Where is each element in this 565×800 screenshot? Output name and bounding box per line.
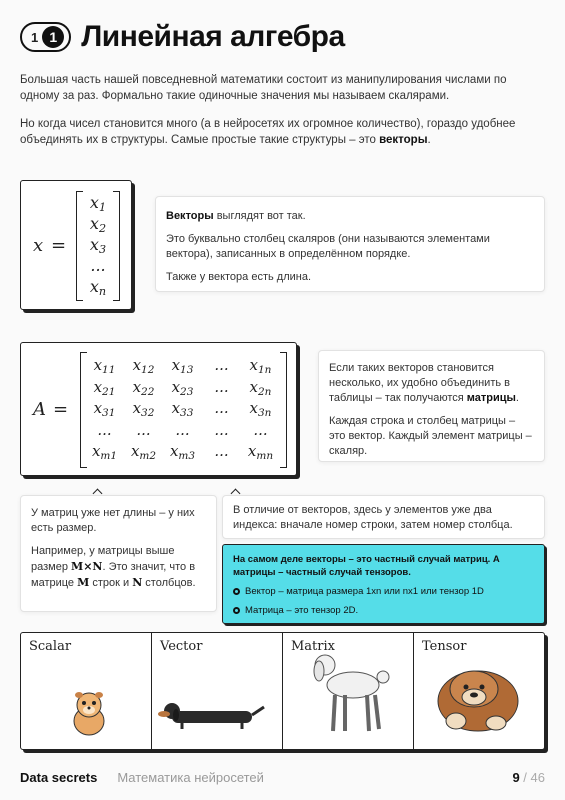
matrix-lhs: A [33,399,46,420]
scalar-cell [21,633,152,749]
matrix-cell-entry: ... [214,420,229,439]
tensor-note-item-1: Вектор – матрица размера 1xn или nx1 или тензор 1D [233,585,534,598]
dogs-illustration [20,632,545,750]
matrix-cell-entry: ... [214,377,229,396]
intro-paragraph-1: Большая часть нашей повседневной математики состоит из манипулирования числами по одному за раз. Формально такие одиночные значения мы называем скалярами. [20,74,507,102]
vector-desc-line-1: Векторы выглядят вот так. [166,210,306,222]
vector-label: Vector [160,639,203,654]
size-desc-line-2: Например, у матрицы выше размер M×N. Это значит, что в матрице M строк и N столбцов. [31,545,196,589]
vector-entry: $x_1$ [89,193,107,214]
matrix-grid [85,356,281,464]
matrix-cell-entry: $x_{m3}$ [169,442,196,462]
tensor-dog-icon [414,651,544,741]
tensor-note-head: На самом деле векторы – это частный случай матриц. А матрицы – частный случай тензоров. [233,554,500,578]
matrix-row [85,356,281,378]
matrix-cell [283,633,414,749]
page-header [20,20,345,54]
vector-entry: ... [90,256,106,275]
tensor-note-item-2: Матрица – это тензор 2D. [233,604,534,617]
matrix-label: Matrix [291,639,335,654]
matrix-cell-entry: $x_{21}$ [93,377,116,398]
vector-entry: $x_3$ [89,235,107,256]
vector-entry: $x_2$ [89,214,107,235]
badge-chapter: 1 [42,26,64,48]
matrix-cell-entry: $x_{13}$ [171,356,194,376]
matrix-cell-entry: $x_{1n}$ [249,356,272,376]
index-description-card [222,495,545,539]
matrix-dog-icon [283,641,413,741]
vector-lhs: x [33,235,44,256]
matrix-cell-entry: $x_{11}$ [93,356,116,376]
matrix-cell-entry: $x_{33}$ [171,399,194,419]
matrix-cell-entry: ... [97,420,112,439]
vector-entry: $x_n$ [89,277,107,298]
matrix-cell-entry: ... [214,356,229,374]
matrix-cell-entry: ... [175,420,190,439]
size-desc-line-1: У матриц уже нет длины – у них есть размер. [31,507,195,534]
chapter-badge [20,22,71,52]
footer-subtitle: Математика нейросетей [117,770,264,785]
vector-formula-box [20,180,132,310]
matrix-cell-entry: $x_{3n}$ [249,399,272,419]
vector-entries [81,193,115,298]
matrix-cell-entry: $x_{m2}$ [130,442,157,462]
tensor-label: Tensor [422,639,467,654]
size-description-card [20,495,217,612]
matrix-equals: = [53,399,69,420]
matrix-cell-entry: $x_{31}$ [93,399,116,419]
vector-dog-icon [152,681,282,741]
page-footer [20,770,545,785]
footer-brand: Data secrets [20,770,98,785]
matrix-cell-entry: $x_{m1}$ [91,442,118,462]
bullet-icon [233,607,240,614]
matrix-formula-box [20,342,297,476]
matrix-cell-entry: $x_{23}$ [171,377,194,398]
matrix-desc-line-2: Каждая строка и столбец матрицы – это вектор. Каждый элемент матрицы – скаляр. [329,415,532,457]
matrix-row [85,399,281,421]
matrix-cell-entry: $x_{2n}$ [249,377,272,398]
badge-number: 1 [31,29,39,45]
vectors-term: векторы [379,134,428,146]
vector-equals: = [51,235,67,256]
matrix-cell-entry: ... [136,420,151,439]
tensor-note-box [222,544,545,624]
matrix-cell-entry: $x_{12}$ [132,356,155,376]
matrix-cell-entry: ... [214,399,229,417]
matrix-row [85,378,281,400]
index-desc-text: В отличие от векторов, здесь у элементов уже два индекса: вначале номер строки, затем номер столбца. [233,504,513,531]
matrix-row [85,442,281,464]
scalar-label: Scalar [29,639,72,654]
matrix-cell-entry: $x_{32}$ [132,399,155,419]
matrix-row [85,421,281,443]
page-title: Линейная алгебра [81,20,345,53]
vector-description-card [155,196,545,292]
tensor-cell [414,633,544,749]
vector-desc-line-2: Это буквально столбец скаляров (они называются элементами вектора), записанных в определённом порядке. [166,233,490,260]
scalar-dog-icon [21,681,151,741]
matrix-cell-entry: ... [214,442,229,460]
bullet-icon [233,588,240,595]
matrix-cell-entry: $x_{22}$ [132,377,155,398]
intro-paragraph-2: Но когда чисел становится много (а в нейросетях их огромное количество), гораздо удобнее объединять их в структуры. Самые простые такие структуры – это векторы. [20,118,516,146]
vector-cell [152,633,283,749]
matrix-description-card [318,350,545,462]
matrix-right-bracket [280,352,287,468]
matrix-cell-entry: ... [253,420,268,439]
matrix-desc-line-1: Если таких векторов становится несколько, их удобно объединить в таблицы – так получаются матрицы. [329,362,519,404]
matrix-cell-entry: $x_{mn}$ [247,442,274,462]
vector-desc-line-3: Также у вектора есть длина. [166,271,312,283]
page-number: 9 / 46 [512,770,545,785]
